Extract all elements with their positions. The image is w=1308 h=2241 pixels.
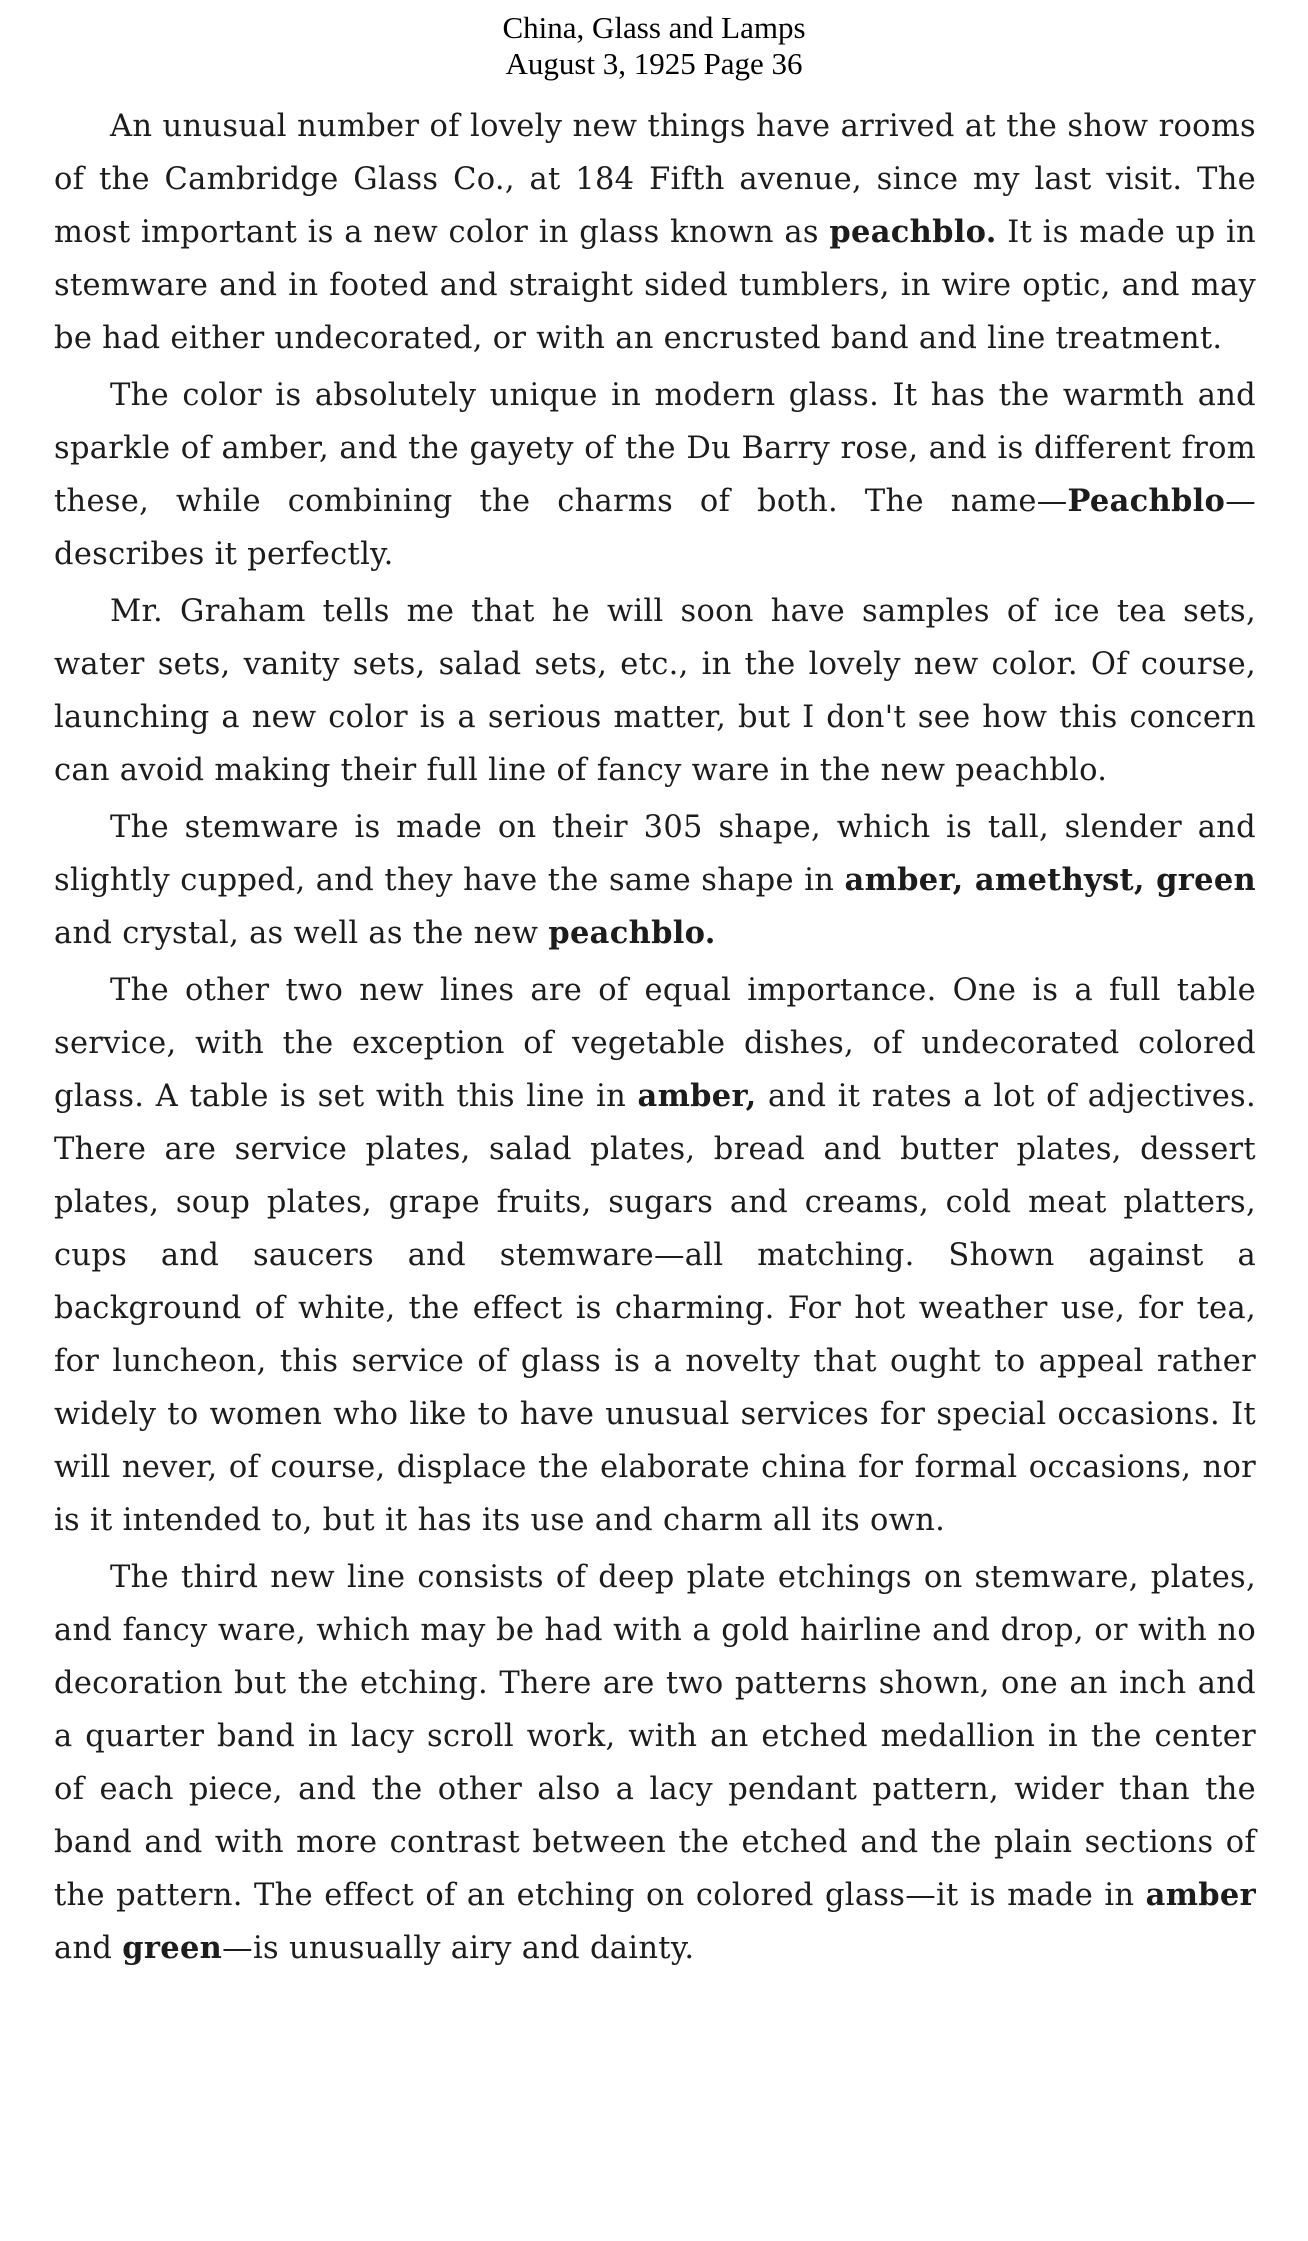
emphasized-text: amber, amethyst, green xyxy=(844,862,1256,898)
publication-date-page: August 3, 1925 Page 36 xyxy=(505,46,803,81)
text-run: Mr. Graham tells me that he will soon have samples of ice tea sets, water sets, vanity sets, salad sets, etc., in the lovely new color. Of course, launching a new color is a serious matter, but I don't see how this concern can avoid making their full line of fancy ware in the new peachblo. xyxy=(54,594,1256,788)
publication-title: China, Glass and Lamps xyxy=(502,10,806,45)
text-run: and it rates a lot of adjectives. There are service plates, salad plates, bread and butter plates, dessert plates, soup plates, grape fruits, sugars and creams, cold meat platters, cups and saucers and stemware—all matching. Shown against a background of white, the effect is charming. For hot weather use, for tea, for luncheon, this service of glass is a novelty that ought to appeal rather widely to women who like to have unusual services for special occasions. It will never, of course, displace the elaborate china for formal occasions, nor is it intended to, but it has its use and charm all its own. xyxy=(54,1079,1256,1538)
page-header xyxy=(0,10,1308,82)
emphasized-text: Peachblo xyxy=(1067,483,1226,519)
emphasized-text: peachblo. xyxy=(829,214,997,250)
text-run: The third new line consists of deep plate etchings on stemware, plates, and fancy ware, which may be had with a gold hairline and drop, or with no decoration but the etching. There are two patterns shown, one an inch and a quarter band in lacy scroll work, with an etched medallion in the center of each piece, and the other also a lacy pendant pattern, wider than the band and with more contrast between the etched and the plain sections of the pattern. The effect of an etching on colored glass—it is made in xyxy=(54,1560,1256,1913)
text-run: The other two new lines are of equal importance. One is a full table service, with the exception of vegetable dishes, of undecorated colored glass. A table is set with this line in xyxy=(54,973,1256,1114)
text-run: —is unusually airy and dainty. xyxy=(222,1931,695,1966)
text-run: and xyxy=(54,1931,123,1966)
text-run: and crystal, as well as the new xyxy=(54,916,549,951)
article-paragraph xyxy=(54,369,1256,581)
text-run: The color is absolutely unique in modern glass. It has the warmth and sparkle of amber, and the gayety of the Du Barry rose, and is different from these, while combining the charms of both. The name— xyxy=(54,378,1256,519)
article-paragraph xyxy=(54,801,1256,960)
article-body xyxy=(54,100,1256,1979)
article-paragraph xyxy=(54,100,1256,365)
text-run: An unusual number of lovely new things have arrived at the show rooms of the Cambridge Glass Co., at 184 Fifth avenue, since my last visit. The most important is a new color in glass known as xyxy=(54,109,1256,250)
emphasized-text: amber xyxy=(1145,1877,1256,1913)
text-run: —describes it perfectly. xyxy=(54,484,1256,572)
article-paragraph xyxy=(54,964,1256,1547)
emphasized-text: peachblo. xyxy=(548,915,716,951)
article-paragraph xyxy=(54,585,1256,797)
text-run: The stemware is made on their 305 shape, which is tall, slender and slightly cupped, and they have the same shape in xyxy=(54,810,1256,898)
text-run: It is made up in stemware and in footed and straight sided tumblers, in wire optic, and may be had either undecorated, or with an encrusted band and line treatment. xyxy=(54,215,1256,356)
article-paragraph xyxy=(54,1551,1256,1975)
emphasized-text: green xyxy=(122,1930,223,1966)
emphasized-text: amber, xyxy=(637,1078,757,1114)
